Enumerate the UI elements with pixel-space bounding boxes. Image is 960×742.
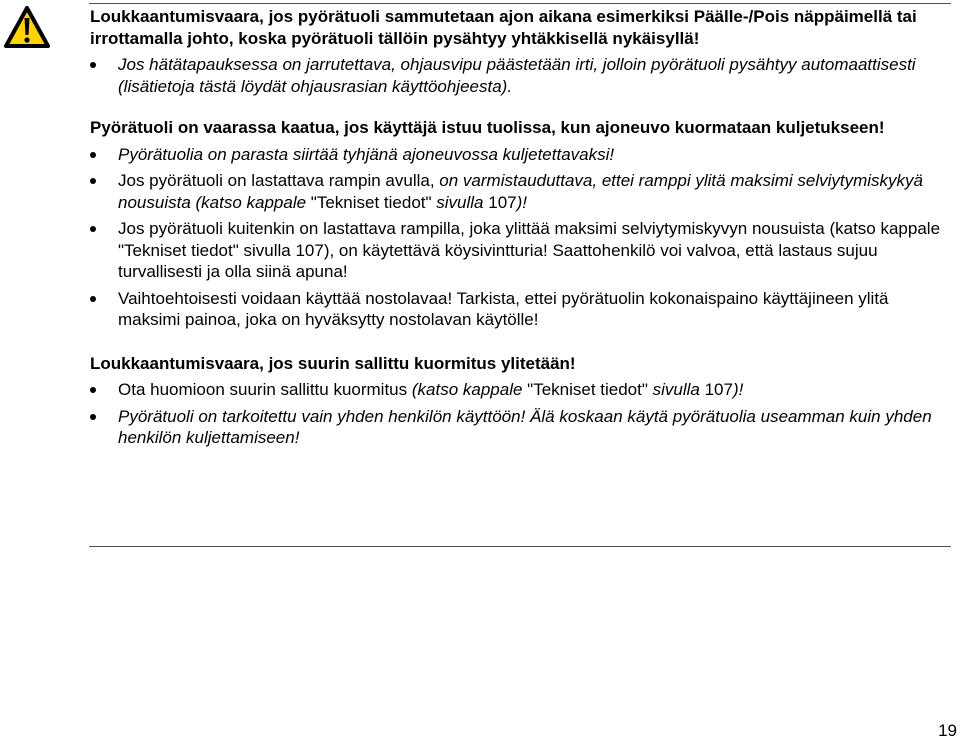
bullet-list <box>90 144 948 331</box>
bullet-dot <box>90 178 96 184</box>
list-item: Vaihtoehtoisesti voidaan käyttää nostolavaa! Tarkista, ettei pyörätuolin kokonaispaino käyttäjineen ylitä maksimi painoa, joka on hyväksytty nostolavan käytölle! <box>90 288 948 331</box>
list-item: Pyörätuoli on tarkoitettu vain yhden henkilön käyttöön! Älä koskaan käytä pyörätuolia useamman kuin yhden henkilön kuljettamiseen! <box>90 406 948 449</box>
bullet-dot <box>90 226 96 232</box>
list-item: Ota huomioon suurin sallittu kuormitus (katso kappale "Tekniset tiedot" sivulla 107)! <box>90 379 948 401</box>
bullet-dot <box>90 387 96 393</box>
top-rule <box>89 3 951 4</box>
section-power-off <box>90 6 948 97</box>
section-heading: Loukkaantumisvaara, jos suurin sallittu kuormitus ylitetään! <box>90 353 576 373</box>
bullet-dot <box>90 152 96 158</box>
bullet-dot <box>90 62 96 68</box>
bullet-dot <box>90 296 96 302</box>
safety-warnings <box>90 6 948 449</box>
bullet-list <box>90 54 948 97</box>
section-max-load <box>90 353 948 449</box>
warning-triangle-icon <box>4 6 50 48</box>
section-heading: Pyörätuoli on vaarassa kaatua, jos käyttäjä istuu tuolissa, kun ajoneuvo kuormataan kuljetukseen! <box>90 118 885 137</box>
list-item: Jos pyörätuoli on lastattava rampin avulla, on varmistauduttava, ettei ramppi ylitä maksimi selviytymiskykyä nousuista (katso kappale "Tekniset tiedot" sivulla 107)! <box>90 170 948 213</box>
list-item: Jos pyörätuoli kuitenkin on lastattava rampilla, joka ylittää maksimi selviytymiskyvyn nousuista (katso kappale "Tekniset tiedot" sivulla 107), on käytettävä köysivintturia! Saattohenkilö voi valvoa, että lastaus sujuu turvallisesti ja olla siinä apuna! <box>90 218 948 283</box>
list-item: Pyörätuolia on parasta siirtää tyhjänä ajoneuvossa kuljetettavaksi! <box>90 144 948 166</box>
section-loading-vehicle <box>90 117 948 331</box>
list-item: Jos hätätapauksessa on jarrutettava, ohjausvipu päästetään irti, jolloin pyörätuoli pysähtyy automaattisesti (lisätietoja tästä löydät ohjausrasian käyttöohjeesta). <box>90 54 948 97</box>
bullet-list <box>90 379 948 449</box>
page-number: 19 <box>938 721 957 740</box>
section-heading: Loukkaantumisvaara, jos pyörätuoli sammutetaan ajon aikana esimerkiksi Päälle-/Pois näppäimellä tai irrottamalla johto, koska pyörätuoli tällöin pysähtyy yhtäkkisellä nykäisyllä! <box>90 7 917 48</box>
bottom-rule <box>89 546 951 547</box>
bullet-dot <box>90 414 96 420</box>
